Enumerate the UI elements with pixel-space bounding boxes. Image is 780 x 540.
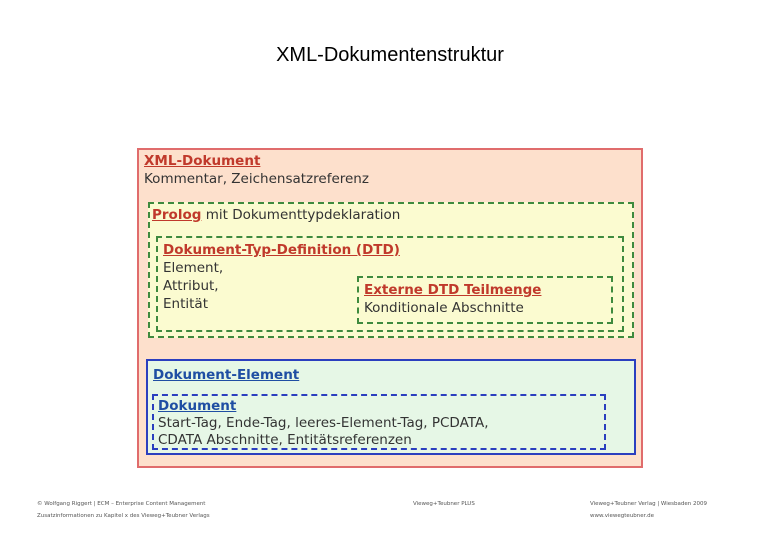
dtd-heading: Dokument-Typ-Definition (DTD) — [163, 242, 400, 258]
footer-left-line-1: © Wolfgang Riggert | ECM – Enterprise Content Management — [37, 501, 206, 507]
footer-center: Vieweg+Teubner PLUS — [413, 501, 475, 507]
footer-right-line-1: Vieweg+Teubner Verlag | Wiesbaden 2009 — [590, 501, 707, 507]
document-heading: Dokument — [158, 398, 237, 414]
dtd-item-attribut: Attribut, — [163, 278, 219, 294]
external-dtd-heading: Externe DTD Teilmenge — [364, 282, 542, 298]
page-title: XML-Dokumentenstruktur — [276, 44, 504, 66]
xml-document-subtitle: Kommentar, Zeichensatzreferenz — [144, 171, 369, 187]
document-line-1: Start-Tag, Ende-Tag, leeres-Element-Tag, PCDATA, — [158, 415, 489, 431]
dtd-item-element: Element, — [163, 260, 224, 276]
footer-left-line-2: Zusatzinformationen zu Kapitel x des Vieweg+Teubner Verlags — [37, 513, 210, 519]
prolog-label — [152, 206, 400, 224]
document-element-heading: Dokument-Element — [153, 367, 300, 383]
prolog-suffix: mit Dokumenttypdeklaration — [205, 207, 401, 223]
footer-right-line-2: www.viewegteubner.de — [590, 513, 655, 519]
external-dtd-subtitle: Konditionale Abschnitte — [364, 300, 524, 316]
dtd-item-entitaet: Entität — [163, 296, 208, 312]
xml-document-heading: XML-Dokument — [144, 153, 261, 169]
prolog-heading: Prolog — [152, 207, 202, 223]
document-line-2: CDATA Abschnitte, Entitätsreferenzen — [158, 432, 412, 448]
